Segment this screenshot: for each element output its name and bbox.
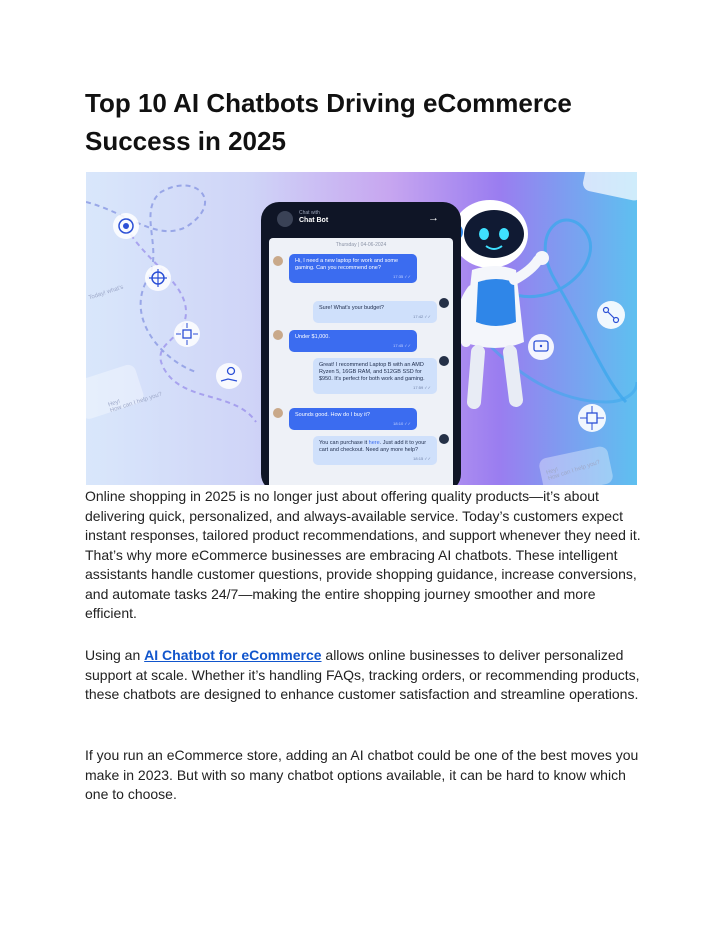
user-avatar (273, 408, 283, 418)
chat-avatar (277, 211, 293, 227)
bot-avatar (439, 434, 449, 444)
chat-header (269, 208, 453, 234)
paragraph-intro: Online shopping in 2025 is no longer just about offering quality products—it’s about delivering quick, personalized, and always-available service. Today’s customers expect instant responses, tailored product recommendations, and support whenever they need it. That’s why more eCommerce businesses are embracing AI chatbots. These intelligent assistants handle customer questions, provide shopping guidance, increase conversions, and automate tasks 24/7—making the entire shopping journey smoother and more efficient. (85, 488, 641, 621)
paragraph-text: Using an (85, 647, 145, 663)
chat-message-bot: Sure! What's your budget? 17:42 ✓✓ (313, 301, 437, 323)
user-avatar (273, 256, 283, 266)
ai-chatbot-ecommerce-link[interactable]: AI Chatbot for eCommerce (144, 647, 322, 663)
chat-message-bot: Great! I recommend Laptop B with an AMD Ryzen 5, 16GB RAM, and 512GB SSD for $950. It's perfect for both work and gaming. 17:59 ✓✓ (313, 358, 437, 394)
crosshair-icon (145, 265, 171, 291)
hand-coin-icon (216, 363, 242, 389)
chat-date: Thursday | 04-06-2024 (335, 242, 387, 248)
chat-message-user: Under $1,000. 17:45 ✓✓ (289, 330, 417, 352)
chat-header-title: Chat Bot (299, 217, 329, 224)
user-avatar (273, 330, 283, 340)
phone-mockup (261, 202, 461, 485)
chat-message-user: Hi, I need a new laptop for work and some gaming. Can you recommend one? 17:35 ✓✓ (289, 254, 417, 283)
chat-here-link[interactable]: here (368, 440, 380, 446)
ghost-text-left-top: Today! what's (87, 284, 125, 302)
chat-icon (528, 334, 554, 360)
paragraph-text: allows online businesses to deliver personalized support at scale. Whether it’s handling FAQs, tracking orders, or recommending products, these chatbots are designed to enhance customer satisfaction and streamline operations. (85, 647, 640, 702)
cube-network-icon (174, 321, 200, 347)
chat-message-user: Sounds good. How do I buy it? 18:10 ✓✓ (289, 408, 417, 430)
chat-header-sub: Chat with (299, 210, 320, 216)
chat-screen (269, 238, 453, 485)
chat-message-bot: You can purchase it here. Just add it to your cart and checkout. Need any more help? 18:15 ✓✓ (313, 436, 437, 465)
paragraph-choose: If you run an eCommerce store, adding an AI chatbot could be one of the best moves you make in 2023. But with so many chatbot options available, it can be hard to know which one to choose. (85, 747, 639, 802)
article-title: Top 10 AI Chatbots Driving eCommerce Success in 2025 (85, 88, 572, 156)
target-icon (113, 213, 139, 239)
bot-avatar (439, 298, 449, 308)
hero-image (86, 172, 637, 485)
flow-icon (597, 301, 625, 329)
ghost-text-right: Hey! How can I help you? (545, 459, 601, 483)
arrow-right-icon: → (428, 212, 439, 224)
ghost-text-left: Hey! How can I help you? (107, 391, 163, 415)
paragraph-chatbot-link (85, 646, 645, 705)
bot-avatar (439, 356, 449, 366)
network-icon (578, 404, 606, 432)
